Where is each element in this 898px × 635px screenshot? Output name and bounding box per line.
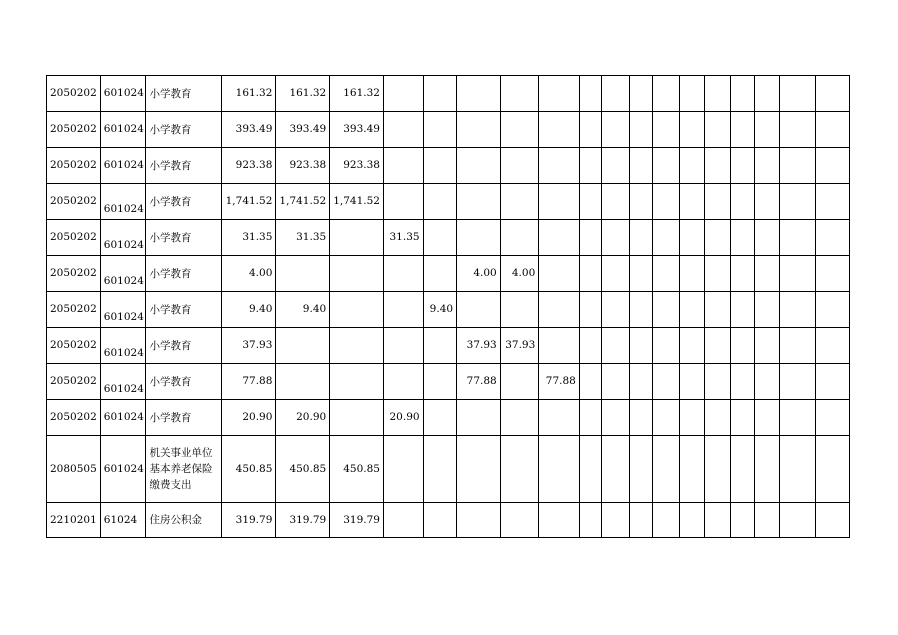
amount-cell [457, 220, 501, 256]
department-code-cell: 601024 [100, 76, 146, 112]
empty-cell [602, 503, 629, 538]
amount-cell [539, 436, 580, 503]
empty-cell [755, 184, 779, 220]
empty-cell [602, 256, 629, 292]
empty-cell [602, 148, 629, 184]
empty-cell [652, 328, 679, 364]
empty-cell [579, 148, 601, 184]
department-code-cell: 601024 [100, 148, 146, 184]
amount-cell [383, 112, 423, 148]
empty-cell [779, 364, 816, 400]
amount-cell [500, 184, 539, 220]
amount-cell [500, 220, 539, 256]
empty-cell [629, 184, 652, 220]
empty-cell [816, 328, 850, 364]
table-row [47, 256, 850, 292]
department-code-cell: 601024 [100, 328, 146, 364]
empty-cell [731, 364, 755, 400]
amount-cell [383, 256, 423, 292]
amount-cell [423, 503, 457, 538]
amount-cell [457, 436, 501, 503]
empty-cell [579, 328, 601, 364]
empty-cell [602, 436, 629, 503]
amount-cell: 923.38 [221, 148, 276, 184]
budget-table [46, 75, 850, 538]
empty-cell [579, 400, 601, 436]
amount-cell [423, 364, 457, 400]
department-code-cell: 601024 [100, 220, 146, 256]
empty-cell [704, 364, 730, 400]
empty-cell [755, 400, 779, 436]
amount-cell [539, 400, 580, 436]
empty-cell [680, 400, 704, 436]
empty-cell [629, 364, 652, 400]
empty-cell [602, 184, 629, 220]
item-name-cell: 小学教育 [146, 112, 221, 148]
table-row [47, 292, 850, 328]
amount-cell [423, 220, 457, 256]
amount-cell [457, 112, 501, 148]
amount-cell [383, 328, 423, 364]
amount-cell: 4.00 [221, 256, 276, 292]
empty-cell [652, 256, 679, 292]
empty-cell [755, 364, 779, 400]
empty-cell [629, 328, 652, 364]
amount-cell: 4.00 [457, 256, 501, 292]
empty-cell [652, 292, 679, 328]
amount-cell [383, 503, 423, 538]
amount-cell: 319.79 [276, 503, 330, 538]
amount-cell [539, 292, 580, 328]
function-code-cell: 2050202 [47, 220, 101, 256]
amount-cell [330, 364, 384, 400]
department-code-cell: 601024 [100, 112, 146, 148]
item-name-cell: 机关事业单位基本养老保险缴费支出 [146, 436, 221, 503]
empty-cell [579, 76, 601, 112]
item-name-cell: 小学教育 [146, 148, 221, 184]
empty-cell [579, 364, 601, 400]
empty-cell [629, 112, 652, 148]
amount-cell [539, 184, 580, 220]
item-name-cell: 小学教育 [146, 256, 221, 292]
department-code-cell: 61024 [100, 503, 146, 538]
empty-cell [704, 436, 730, 503]
amount-cell [539, 503, 580, 538]
empty-cell [731, 436, 755, 503]
function-code-cell: 2050202 [47, 364, 101, 400]
table-row [47, 364, 850, 400]
amount-cell [330, 328, 384, 364]
empty-cell [816, 148, 850, 184]
amount-cell: 161.32 [330, 76, 384, 112]
amount-cell [423, 112, 457, 148]
item-name-cell: 小学教育 [146, 364, 221, 400]
amount-cell: 319.79 [221, 503, 276, 538]
amount-cell: 4.00 [500, 256, 539, 292]
empty-cell [652, 436, 679, 503]
empty-cell [652, 76, 679, 112]
amount-cell: 9.40 [276, 292, 330, 328]
table-row [47, 328, 850, 364]
empty-cell [755, 503, 779, 538]
amount-cell: 319.79 [330, 503, 384, 538]
empty-cell [816, 76, 850, 112]
empty-cell [816, 112, 850, 148]
amount-cell: 450.85 [330, 436, 384, 503]
empty-cell [680, 112, 704, 148]
empty-cell [629, 436, 652, 503]
item-name-cell: 小学教育 [146, 328, 221, 364]
amount-cell: 161.32 [221, 76, 276, 112]
empty-cell [602, 76, 629, 112]
amount-cell: 37.93 [500, 328, 539, 364]
empty-cell [680, 328, 704, 364]
empty-cell [755, 148, 779, 184]
empty-cell [579, 220, 601, 256]
amount-cell [500, 436, 539, 503]
amount-cell [500, 503, 539, 538]
item-name-cell: 小学教育 [146, 220, 221, 256]
function-code-cell: 2050202 [47, 76, 101, 112]
amount-cell: 20.90 [383, 400, 423, 436]
empty-cell [579, 436, 601, 503]
amount-cell [457, 503, 501, 538]
amount-cell: 1,741.52 [221, 184, 276, 220]
empty-cell [652, 148, 679, 184]
function-code-cell: 2050202 [47, 256, 101, 292]
amount-cell: 20.90 [276, 400, 330, 436]
function-code-cell: 2050202 [47, 328, 101, 364]
empty-cell [779, 328, 816, 364]
empty-cell [652, 364, 679, 400]
function-code-cell: 2050202 [47, 184, 101, 220]
empty-cell [704, 503, 730, 538]
empty-cell [731, 292, 755, 328]
empty-cell [779, 76, 816, 112]
amount-cell [423, 328, 457, 364]
empty-cell [704, 328, 730, 364]
empty-cell [602, 328, 629, 364]
amount-cell [500, 148, 539, 184]
amount-cell [457, 76, 501, 112]
amount-cell: 393.49 [330, 112, 384, 148]
amount-cell [423, 436, 457, 503]
amount-cell: 77.88 [539, 364, 580, 400]
amount-cell: 1,741.52 [276, 184, 330, 220]
empty-cell [680, 76, 704, 112]
amount-cell [383, 76, 423, 112]
function-code-cell: 2050202 [47, 112, 101, 148]
empty-cell [731, 328, 755, 364]
amount-cell: 1,741.52 [330, 184, 384, 220]
empty-cell [680, 256, 704, 292]
empty-cell [731, 184, 755, 220]
empty-cell [816, 400, 850, 436]
empty-cell [816, 256, 850, 292]
item-name-cell: 小学教育 [146, 400, 221, 436]
amount-cell [539, 256, 580, 292]
function-code-cell: 2080505 [47, 436, 101, 503]
department-code-cell: 601024 [100, 256, 146, 292]
department-code-cell: 601024 [100, 400, 146, 436]
department-code-cell: 601024 [100, 184, 146, 220]
empty-cell [680, 503, 704, 538]
empty-cell [779, 220, 816, 256]
amount-cell [500, 112, 539, 148]
amount-cell [383, 436, 423, 503]
empty-cell [579, 256, 601, 292]
amount-cell: 77.88 [457, 364, 501, 400]
amount-cell [423, 184, 457, 220]
empty-cell [731, 112, 755, 148]
empty-cell [602, 112, 629, 148]
table-row [47, 148, 850, 184]
empty-cell [816, 220, 850, 256]
empty-cell [579, 503, 601, 538]
empty-cell [731, 220, 755, 256]
empty-cell [629, 148, 652, 184]
amount-cell [457, 400, 501, 436]
amount-cell: 9.40 [221, 292, 276, 328]
amount-cell [330, 256, 384, 292]
amount-cell: 450.85 [221, 436, 276, 503]
amount-cell: 37.93 [221, 328, 276, 364]
amount-cell: 923.38 [330, 148, 384, 184]
item-name-cell: 住房公积金 [146, 503, 221, 538]
empty-cell [629, 503, 652, 538]
empty-cell [779, 148, 816, 184]
amount-cell [383, 364, 423, 400]
amount-cell [457, 292, 501, 328]
item-name-cell: 小学教育 [146, 184, 221, 220]
empty-cell [579, 292, 601, 328]
empty-cell [680, 436, 704, 503]
empty-cell [755, 256, 779, 292]
empty-cell [680, 292, 704, 328]
empty-cell [629, 76, 652, 112]
amount-cell [539, 76, 580, 112]
empty-cell [731, 76, 755, 112]
amount-cell [330, 400, 384, 436]
empty-cell [755, 328, 779, 364]
empty-cell [779, 112, 816, 148]
amount-cell [423, 400, 457, 436]
empty-cell [704, 184, 730, 220]
empty-cell [704, 148, 730, 184]
function-code-cell: 2050202 [47, 148, 101, 184]
empty-cell [629, 292, 652, 328]
function-code-cell: 2210201 [47, 503, 101, 538]
amount-cell: 923.38 [276, 148, 330, 184]
amount-cell [423, 256, 457, 292]
empty-cell [731, 256, 755, 292]
budget-table-body [47, 76, 850, 538]
amount-cell [500, 292, 539, 328]
function-code-cell: 2050202 [47, 292, 101, 328]
department-code-cell: 601024 [100, 364, 146, 400]
table-row [47, 503, 850, 538]
amount-cell [500, 400, 539, 436]
amount-cell: 20.90 [221, 400, 276, 436]
empty-cell [652, 112, 679, 148]
empty-cell [816, 436, 850, 503]
empty-cell [779, 292, 816, 328]
empty-cell [602, 292, 629, 328]
empty-cell [816, 184, 850, 220]
department-code-cell: 601024 [100, 436, 146, 503]
empty-cell [680, 148, 704, 184]
empty-cell [816, 292, 850, 328]
empty-cell [704, 76, 730, 112]
amount-cell [457, 184, 501, 220]
amount-cell [500, 364, 539, 400]
table-row [47, 220, 850, 256]
table-row [47, 184, 850, 220]
amount-cell: 31.35 [383, 220, 423, 256]
empty-cell [704, 292, 730, 328]
table-row [47, 400, 850, 436]
table-row [47, 112, 850, 148]
table-row [47, 436, 850, 503]
item-name-cell: 小学教育 [146, 76, 221, 112]
empty-cell [779, 436, 816, 503]
amount-cell: 77.88 [221, 364, 276, 400]
amount-cell [539, 112, 580, 148]
empty-cell [755, 436, 779, 503]
empty-cell [629, 256, 652, 292]
empty-cell [652, 220, 679, 256]
department-code-cell: 601024 [100, 292, 146, 328]
table-row [47, 76, 850, 112]
empty-cell [779, 400, 816, 436]
amount-cell: 161.32 [276, 76, 330, 112]
empty-cell [704, 256, 730, 292]
empty-cell [731, 503, 755, 538]
empty-cell [704, 220, 730, 256]
amount-cell [383, 148, 423, 184]
amount-cell [500, 76, 539, 112]
amount-cell [539, 148, 580, 184]
empty-cell [602, 400, 629, 436]
empty-cell [704, 400, 730, 436]
empty-cell [731, 148, 755, 184]
empty-cell [816, 503, 850, 538]
empty-cell [629, 220, 652, 256]
amount-cell: 393.49 [276, 112, 330, 148]
empty-cell [779, 256, 816, 292]
amount-cell: 31.35 [221, 220, 276, 256]
amount-cell [423, 76, 457, 112]
amount-cell [276, 364, 330, 400]
amount-cell: 9.40 [423, 292, 457, 328]
empty-cell [731, 400, 755, 436]
amount-cell [539, 220, 580, 256]
empty-cell [579, 112, 601, 148]
empty-cell [755, 76, 779, 112]
empty-cell [652, 184, 679, 220]
empty-cell [652, 400, 679, 436]
empty-cell [602, 364, 629, 400]
empty-cell [755, 292, 779, 328]
empty-cell [704, 112, 730, 148]
empty-cell [680, 184, 704, 220]
empty-cell [579, 184, 601, 220]
amount-cell [457, 148, 501, 184]
amount-cell [423, 148, 457, 184]
amount-cell [276, 328, 330, 364]
empty-cell [602, 220, 629, 256]
amount-cell [539, 328, 580, 364]
amount-cell [383, 292, 423, 328]
empty-cell [779, 503, 816, 538]
amount-cell: 37.93 [457, 328, 501, 364]
empty-cell [816, 364, 850, 400]
empty-cell [779, 184, 816, 220]
empty-cell [680, 364, 704, 400]
amount-cell [276, 256, 330, 292]
amount-cell [330, 292, 384, 328]
empty-cell [629, 400, 652, 436]
empty-cell [680, 220, 704, 256]
amount-cell [330, 220, 384, 256]
empty-cell [755, 220, 779, 256]
amount-cell [383, 184, 423, 220]
amount-cell: 31.35 [276, 220, 330, 256]
item-name-cell: 小学教育 [146, 292, 221, 328]
empty-cell [652, 503, 679, 538]
amount-cell: 393.49 [221, 112, 276, 148]
function-code-cell: 2050202 [47, 400, 101, 436]
amount-cell: 450.85 [276, 436, 330, 503]
empty-cell [755, 112, 779, 148]
